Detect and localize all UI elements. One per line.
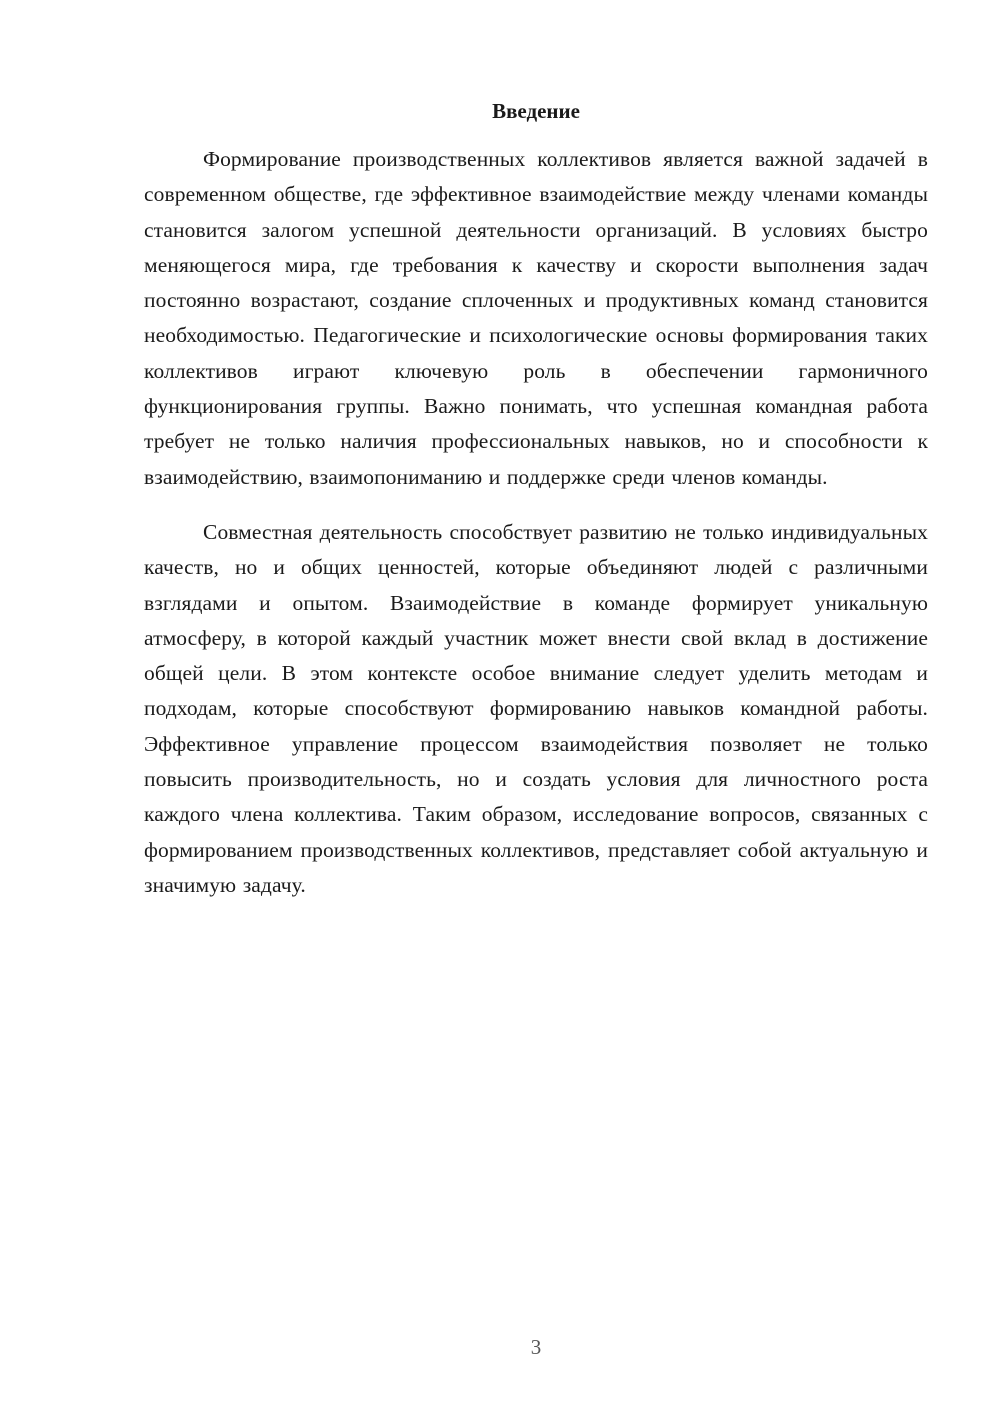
page-number: 3 [530,1335,542,1359]
paragraph-2: Совместная деятельность способствует развитию не только индивидуальных качеств, но и общих ценностей, которые объединяют людей с различными взглядами и опытом. Взаимодействие в команде формирует уникальную атмосферу, в которой каждый участник может внести свой вклад в достижение общей цели. В этом контексте особое внимание следует уделить методам и подходам, которые способствуют формированию навыков командной работы. Эффективное управление процессом взаимодействия позволяет не только повысить производительность, но и создать условия для личностного роста каждого члена коллектива. Таким образом, исследование вопросов, связанных с формированием производственных коллективов, представляет собой актуальную и значимую задачу. [144,519,928,897]
section-heading: Введение [492,99,580,123]
body-text [144,142,928,923]
paragraph-1: Формирование производственных коллективов является важной задачей в современном обществе, где эффективное взаимодействие между членами команды становится залогом успешной деятельности организаций. В условиях быстро меняющегося мира, где требования к качеству и скорости выполнения задач постоянно возрастают, создание сплоченных и продуктивных команд становится необходимостью. Педагогические и психологические основы формирования таких коллективов играют ключевую роль в обеспечении гармоничного функционирования группы. Важно понимать, что успешная командная работа требует не только наличия профессиональных навыков, но и способности к взаимодействию, взаимопониманию и поддержке среди членов команды. [144,147,928,489]
